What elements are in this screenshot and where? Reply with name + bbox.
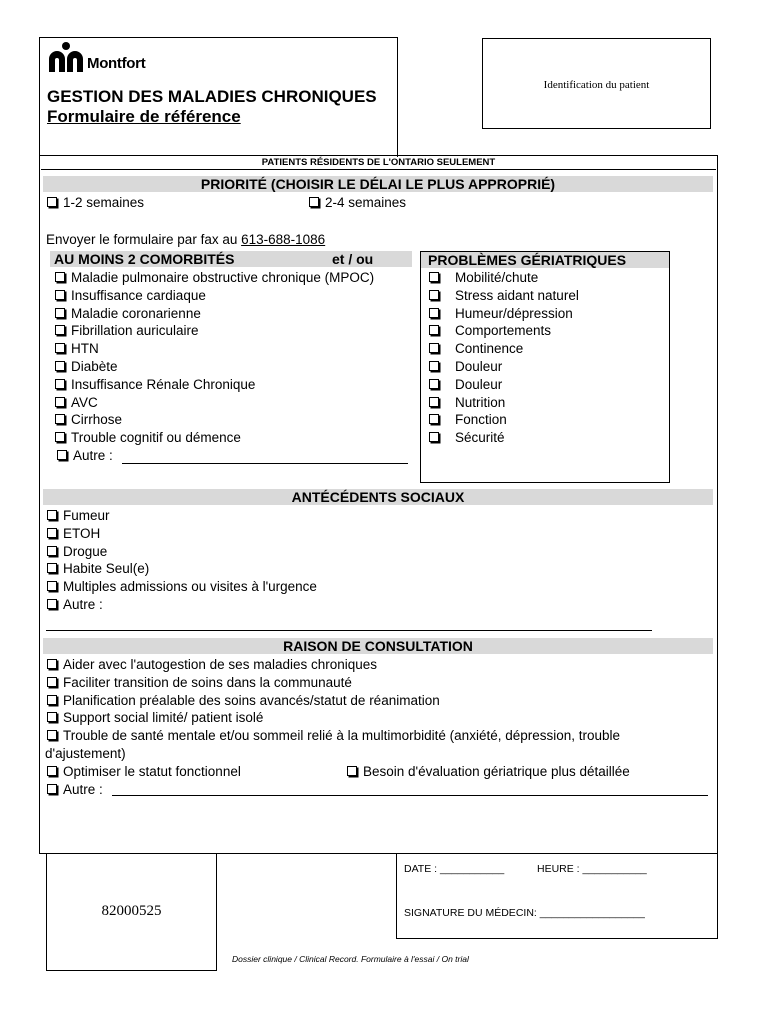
date-field[interactable]: DATE : ___________ xyxy=(404,863,505,875)
social-item[interactable]: Habite Seul(e) xyxy=(46,560,317,578)
social-other-field[interactable] xyxy=(46,630,652,631)
comorbidity-item[interactable]: HTN xyxy=(54,340,374,358)
priority-option-2-4-weeks[interactable]: 2-4 semaines xyxy=(308,194,406,212)
form-number: 82000525 xyxy=(101,903,162,919)
geriatric-item[interactable]: Stress aidant naturel xyxy=(428,287,579,305)
geriatric-item[interactable]: Fonction xyxy=(428,411,579,429)
form-subtitle: Formulaire de référence xyxy=(47,107,241,126)
reason-other-field[interactable] xyxy=(112,795,708,796)
comorbidity-item[interactable]: Fibrillation auriculaire xyxy=(54,322,374,340)
reason-item[interactable]: Planification préalable des soins avancés/statut de réanimation xyxy=(46,692,620,710)
banner-divider xyxy=(41,169,716,170)
geriatric-item[interactable]: Douleur xyxy=(428,358,579,376)
reason-item[interactable]: Aider avec l'autogestion de ses maladies chroniques xyxy=(46,656,620,674)
priority-heading: PRIORITÉ (CHOISIR LE DÉLAI LE PLUS APPROPRIÉ) xyxy=(43,176,713,192)
comorbidity-item[interactable]: Insuffisance cardiaque xyxy=(54,287,374,305)
comorbidity-item[interactable]: Cirrhose xyxy=(54,411,374,429)
geriatric-item[interactable]: Comportements xyxy=(428,322,579,340)
form-title: GESTION DES MALADIES CHRONIQUES xyxy=(47,87,377,106)
social-item[interactable]: Autre : xyxy=(46,596,317,614)
comorbidities-heading: AU MOINS 2 COMORBITÉS et / ou xyxy=(50,251,412,267)
montfort-logo xyxy=(47,41,167,75)
time-field[interactable]: HEURE : ___________ xyxy=(537,863,647,875)
checkbox[interactable] xyxy=(47,197,57,207)
reason-item-mental-health[interactable]: Trouble de santé mentale et/ou sommeil relié à la multimorbidité (anxiété, dépression, trouble xyxy=(46,727,620,745)
comorbidity-item[interactable]: Insuffisance Rénale Chronique xyxy=(54,376,374,394)
priority-option-1-2-weeks[interactable]: 1-2 semaines xyxy=(46,194,144,212)
comorbidity-item[interactable]: Maladie pulmonaire obstructive chronique (MPOC) xyxy=(54,269,374,287)
comorbidity-item[interactable]: Trouble cognitif ou démence xyxy=(54,429,374,447)
reason-item[interactable]: Faciliter transition de soins dans la communauté xyxy=(46,674,620,692)
reason-item[interactable]: Support social limité/ patient isolé xyxy=(46,709,620,727)
residents-banner: PATIENTS RÉSIDENTS DE L'ONTARIO SEULEMENT xyxy=(261,157,496,168)
geriatric-item[interactable]: Sécurité xyxy=(428,429,579,447)
geriatric-item[interactable]: Continence xyxy=(428,340,579,358)
geriatric-heading: PROBLÈMES GÉRIATRIQUES xyxy=(421,252,669,268)
comorbidities-list xyxy=(54,269,374,465)
reason-heading: RAISON DE CONSULTATION xyxy=(43,638,713,654)
social-item[interactable]: Multiples admissions ou visites à l'urgence xyxy=(46,578,317,596)
fax-instruction: Envoyer le formulaire par fax au 613-688-1086 xyxy=(46,232,326,247)
fax-number[interactable]: 613-688-1086 xyxy=(241,232,326,247)
record-note: Dossier clinique / Clinical Record. Formulaire à l'essai / On trial xyxy=(232,954,469,964)
reason-other[interactable]: Autre : xyxy=(46,781,620,799)
social-item[interactable]: Fumeur xyxy=(46,507,317,525)
geriatric-item[interactable]: Douleur xyxy=(428,376,579,394)
geriatric-list xyxy=(428,269,579,447)
social-item[interactable]: ETOH xyxy=(46,525,317,543)
comorbidity-other[interactable]: Autre : xyxy=(54,447,374,465)
social-heading: ANTÉCÉDENTS SOCIAUX xyxy=(43,489,713,505)
comorbidity-item[interactable]: Maladie coronarienne xyxy=(54,305,374,323)
social-item[interactable]: Drogue xyxy=(46,543,317,561)
checkbox[interactable] xyxy=(309,197,319,207)
comorbidity-item[interactable]: Diabète xyxy=(54,358,374,376)
comorbidity-other-field[interactable] xyxy=(122,463,408,464)
social-list xyxy=(46,507,317,614)
montfort-logo-icon xyxy=(47,41,85,73)
geriatric-item[interactable]: Nutrition xyxy=(428,394,579,412)
geriatric-item[interactable]: Mobilité/chute xyxy=(428,269,579,287)
logo-text: Montfort xyxy=(87,55,146,72)
geriatric-item[interactable]: Humeur/dépression xyxy=(428,305,579,323)
patient-id-label: Identification du patient xyxy=(543,79,650,91)
reason-item-geriatric-eval[interactable]: Besoin d'évaluation gériatrique plus détaillée xyxy=(346,763,630,781)
signature-field[interactable]: SIGNATURE DU MÉDECIN: __________________ xyxy=(404,907,645,919)
comorbidity-item[interactable]: AVC xyxy=(54,394,374,412)
reason-item-mental-health-cont: d'ajustement) xyxy=(45,745,126,761)
reason-item-optimise[interactable]: Optimiser le statut fonctionnel xyxy=(46,763,620,781)
